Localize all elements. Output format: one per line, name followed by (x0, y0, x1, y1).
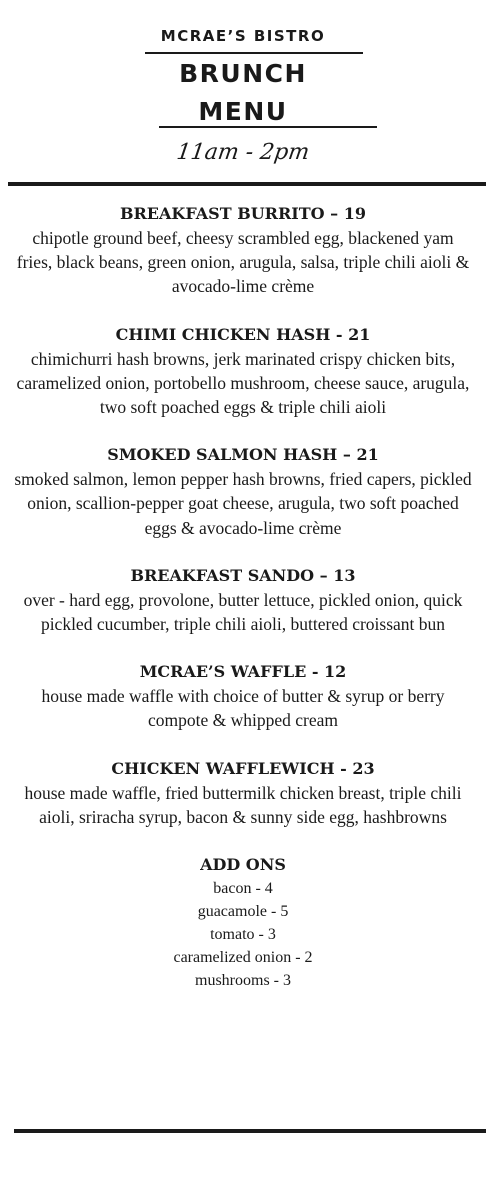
menu-item-title: BREAKFAST SANDO – 13 (130, 565, 356, 585)
service-hours: 11am - 2pm (175, 140, 311, 165)
restaurant-name: MCRAE’S BISTRO (160, 27, 326, 45)
menu-item (0, 443, 486, 540)
add-on-item: bacon - 4 (213, 880, 273, 898)
add-ons-section (0, 853, 486, 992)
menu-item-description: house made waffle, fried buttermilk chicken breast, triple chili aioli, sriracha syrup, bacon & sunny side egg, hashbrowns (24, 782, 462, 827)
add-on-item: caramelized onion - 2 (173, 949, 313, 967)
menu-item-title: CHIMI CHICKEN HASH - 21 (115, 324, 371, 344)
menu-item-description: chipotle ground beef, cheesy scrambled egg, blackened yam fries, black beans, green onion, arugula, salsa, triple chili aioli & avocado-lime crème (16, 228, 470, 297)
menu-item-description: house made waffle with choice of butter & syrup or berry compote & whipped cream (41, 686, 445, 731)
menu-item-title: SMOKED SALMON HASH – 21 (107, 445, 379, 465)
bottom-divider (14, 1129, 486, 1133)
menu-title (0, 55, 486, 131)
menu-item-description: chimichurri hash browns, jerk marinated crispy chicken bits, caramelized onion, portobello mushroom, cheese sauce, arugula, two soft poached eggs & triple chili aioli (16, 348, 470, 418)
menu-item (0, 202, 486, 299)
menu-title-line-2: MENU (198, 97, 288, 126)
title-divider (159, 126, 377, 128)
menu-item-description: over - hard egg, provolone, butter lettuce, pickled onion, quick pickled cucumber, triple chili aioli, buttered croissant bun (23, 589, 463, 635)
menu-item (0, 757, 486, 829)
menu-item-title: CHICKEN WAFFLEWICH - 23 (111, 758, 375, 778)
menu-item-description: smoked salmon, lemon pepper hash browns, fried capers, pickled onion, scallion-pepper goat cheese, arugula, two soft poached eggs & avocado-lime crème (14, 469, 472, 538)
menu-item-title: MCRAE’S WAFFLE - 12 (139, 662, 347, 682)
menu-item (0, 660, 486, 732)
add-on-item: guacamole - 5 (197, 903, 289, 921)
menu-item (0, 323, 486, 420)
add-on-item: mushrooms - 3 (195, 972, 291, 990)
brand-divider (145, 52, 363, 54)
menu-items (0, 202, 486, 992)
menu-item (0, 564, 486, 636)
menu-item-title: BREAKFAST BURRITO – 19 (119, 204, 366, 223)
top-divider (8, 182, 486, 186)
add-ons-title: ADD ONS (200, 855, 286, 875)
add-on-item: tomato - 3 (210, 926, 276, 944)
menu-title-line-1: BRUNCH (179, 59, 307, 88)
